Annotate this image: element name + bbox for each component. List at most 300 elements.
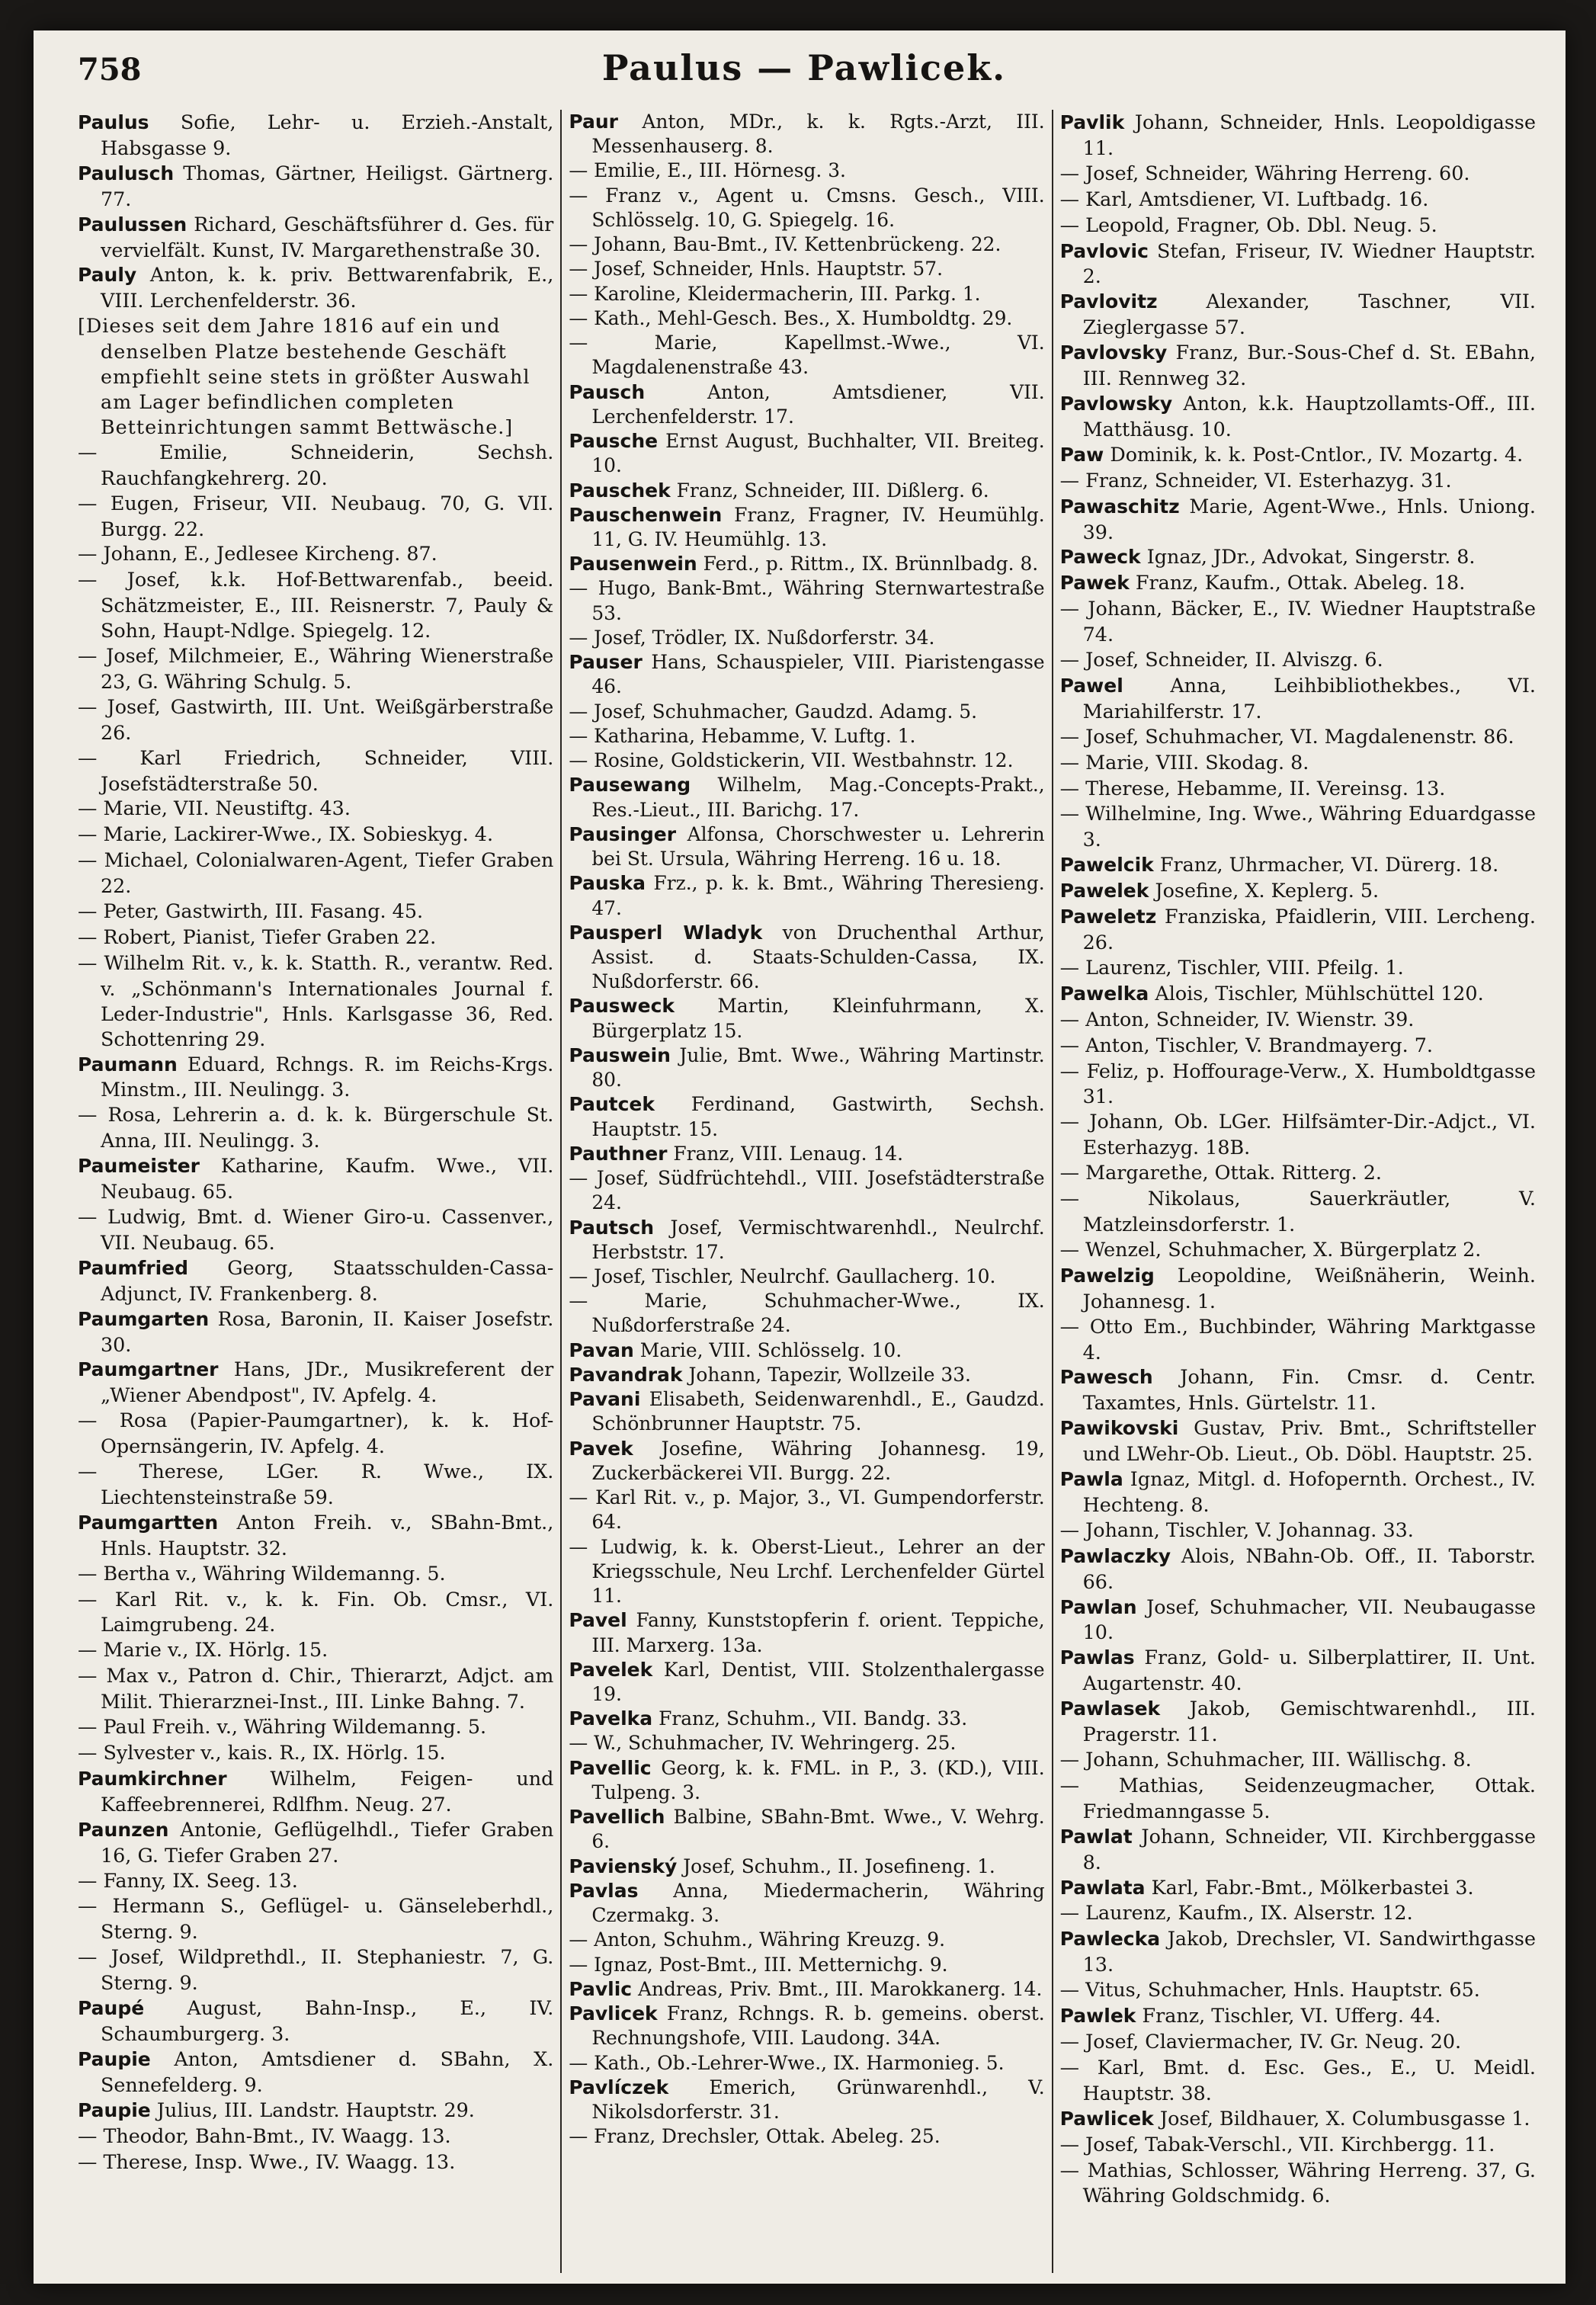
entry-details: Josef, Schuhmacher, VII. Neubaugasse 10. (1082, 1595, 1536, 1644)
entry-details: — Hermann S., Geflügel- u. Gänseleberhdl., Sterng. 9. (78, 1894, 554, 1944)
column-right (1052, 110, 1543, 2273)
directory-entry (569, 1363, 1044, 1387)
entry-surname: Paweletz (1059, 906, 1157, 928)
directory-entry (1060, 468, 1536, 494)
directory-entry (78, 491, 553, 542)
directory-entry (569, 576, 1044, 625)
entry-details: — Wilhelmine, Ing. Wwe., Währing Eduardgasse 3. (1059, 802, 1536, 851)
entry-details: — Josef, Schneider, Hnls. Hauptstr. 57. (569, 258, 943, 281)
entry-details: Alois, Tischler, Mühlschüttel 120. (1149, 981, 1484, 1005)
entry-details: Fanny, Kunststopferin f. orient. Teppiche, III. Marxerg. 13a. (591, 1609, 1045, 1656)
entry-details: — Johann, E., Jedlesee Kircheng. 87. (78, 542, 437, 566)
entry-surname: Pavani (569, 1388, 641, 1411)
entry-details: Johann, Schneider, Hnls. Leopoldigasse 11. (1082, 111, 1536, 159)
entry-surname: Pavelka (569, 1707, 653, 1730)
directory-entry (78, 1459, 553, 1510)
entry-surname: Pautcek (569, 1093, 655, 1116)
entry-surname: Paupie (78, 2098, 151, 2121)
entry-details: Frz., p. k. k. Bmt., Währing Theresieng. 47. (591, 872, 1045, 919)
entry-surname: Paumeister (78, 1155, 200, 1178)
directory-entry (78, 212, 553, 263)
entry-details: Anna, Miedermacherin, Währing Czermakg. 3. (591, 1879, 1045, 1927)
entry-details: — Johann, Schuhmacher, III. Wällischg. 8. (1059, 1748, 1472, 1771)
entry-details: Eduard, Rchngs. R. im Reichs-Krgs. Minstm., III. Neulingg. 3. (101, 1052, 554, 1101)
entry-surname: Pawlek (1059, 2005, 1136, 2028)
entry-details: Anton Freih. v., SBahn-Bmt., Hnls. Hauptstr. 32. (101, 1510, 554, 1560)
directory-entry (569, 1338, 1044, 1363)
directory-entry (569, 1265, 1044, 1289)
directory-entry (569, 700, 1044, 724)
directory-entry (1060, 2106, 1536, 2132)
entry-surname: Pavelek (569, 1658, 653, 1681)
entry-surname: Pawlata (1059, 1876, 1146, 1899)
directory-entry (78, 262, 553, 313)
entry-details: [Dieses seit dem Jahre 1816 auf ein und denselben Platze bestehende Geschäft empfiehlt seine stets in größter Auswahl am Lager befindlichen completen Betteinrichtungen sammt Bettwäsche.] (78, 314, 530, 438)
directory-entry (569, 650, 1044, 699)
entry-surname: Pauschek (569, 479, 671, 502)
directory-entry (569, 306, 1044, 331)
entry-details: Josef, Schuhm., II. Josefineng. 1. (677, 1855, 995, 1877)
directory-entry (569, 921, 1044, 995)
entry-details: — Therese, LGer. R. Wwe., IX. Liechtensteinstraße 59. (78, 1460, 554, 1508)
entry-details: Marie, VIII. Schlösselg. 10. (633, 1338, 902, 1361)
directory-entry (1060, 981, 1536, 1007)
entry-details: — Ludwig, k. k. Oberst-Lieut., Lehrer an der Kriegsschule, Neu Lrchf. Lerchenfelder Gürtel 11. (569, 1535, 1045, 1608)
directory-entry (1060, 213, 1536, 239)
directory-entry (569, 871, 1044, 920)
entry-details: — Karl, Bmt. d. Esc. Ges., E., U. Meidl. Hauptstr. 38. (1059, 2055, 1536, 2105)
entry-details: August, Bahn-Insp., E., IV. Schaumburgerg. 3. (101, 1996, 554, 2045)
directory-entry (78, 313, 553, 440)
entry-details: Ferdinand, Gastwirth, Sechsh. Hauptstr. 15. (591, 1093, 1045, 1140)
entry-details: — Therese, Insp. Wwe., IV. Waagg. 13. (78, 2150, 456, 2173)
entry-details: Anton, MDr., k. k. Rgts.-Arzt, III. Messenhauserg. 8. (591, 111, 1045, 158)
entry-surname: Pavlíczek (569, 2076, 669, 2098)
directory-entry (569, 1289, 1044, 1338)
entry-surname: Pavienský (569, 1855, 678, 1877)
entry-details: — Franz, Drechsler, Ottak. Abeleg. 25. (569, 2125, 941, 2148)
directory-entry (569, 822, 1044, 871)
entry-surname: Pauska (569, 872, 646, 895)
entry-details: — Josef, Schneider, Währing Herreng. 60. (1059, 161, 1470, 184)
entry-surname: Pausperl Wladyk (569, 921, 763, 944)
directory-entry (569, 749, 1044, 773)
entry-details: Anton, k.k. Hauptzollamts-Off., III. Matthäusg. 10. (1082, 391, 1536, 441)
entry-surname: Paur (569, 111, 618, 133)
directory-entry (78, 1561, 553, 1587)
entry-details: Julie, Bmt. Wwe., Währing Martinstr. 80. (591, 1044, 1045, 1092)
directory-entry (1060, 494, 1536, 545)
entry-surname: Pavlik (1059, 111, 1125, 133)
entry-details: Leopoldine, Weißnäherin, Weinh. Johannesg. 1. (1082, 1263, 1536, 1313)
entry-details: Sofie, Lehr- u. Erzieh.-Anstalt, Habsgasse 9. (101, 111, 554, 159)
entry-details: Karl, Dentist, VIII. Stolzenthalergasse 19. (591, 1658, 1045, 1705)
entry-details: — Josef, Schneider, II. Alviszg. 6. (1059, 648, 1383, 672)
directory-entry (1060, 750, 1536, 776)
entry-details: Thomas, Gärtner, Heiligst. Gärtnerg. 77. (101, 161, 554, 210)
entry-details: Franziska, Pfaidlerin, VIII. Lercheng. 26. (1082, 905, 1536, 954)
entry-details: — Josef, Trödler, IX. Nußdorferstr. 34. (569, 626, 935, 649)
entry-details: Hans, JDr., Musikreferent der „Wiener Abendpost", IV. Apfelg. 4. (101, 1358, 554, 1407)
directory-entry (569, 994, 1044, 1043)
directory-entry (1060, 1263, 1536, 1314)
entry-surname: Pauthner (569, 1142, 668, 1165)
directory-entry (78, 1052, 553, 1103)
directory-entry (1060, 1875, 1536, 1901)
entry-surname: Pavlovitz (1059, 290, 1158, 313)
directory-entry (1060, 1544, 1536, 1595)
directory-entry (1060, 1696, 1536, 1747)
entry-details: — Nikolaus, Sauerkräutler, V. Matzleinsdorferstr. 1. (1059, 1187, 1536, 1236)
entry-surname: Pauswein (569, 1044, 671, 1066)
directory-page (34, 30, 1566, 2284)
directory-entry (569, 2076, 1044, 2124)
directory-entry (569, 1535, 1044, 1609)
entry-surname: Paulussen (78, 213, 187, 236)
directory-entry (78, 1740, 553, 1766)
directory-entry (569, 429, 1044, 478)
entry-details: Franz, Kaufm., Ottak. Abeleg. 18. (1129, 571, 1466, 595)
entry-surname: Pavandrak (569, 1363, 683, 1386)
entry-surname: Pavlowsky (1059, 392, 1173, 415)
directory-entry (78, 161, 553, 212)
directory-entry (1060, 647, 1536, 673)
directory-entry (78, 1306, 553, 1358)
entry-details: — Rosine, Goldstickerin, VII. Westbahnstr. 12. (569, 749, 1014, 772)
directory-entry (78, 1868, 553, 1894)
directory-entry (78, 541, 553, 567)
entry-details: Johann, Tapezir, Wollzeile 33. (682, 1363, 971, 1386)
directory-entry (569, 2002, 1044, 2050)
directory-entry (569, 1142, 1044, 1166)
directory-entry (78, 2098, 553, 2124)
entry-surname: Pawlas (1059, 1646, 1135, 1669)
entry-details: Franz, Bur.-Sous-Chef d. St. EBahn, III. Rennweg 32. (1082, 341, 1536, 390)
entry-details: Rosa, Baronin, II. Kaiser Josefstr. 30. (101, 1306, 554, 1356)
entry-details: Katharine, Kaufm. Wwe., VII. Neubaug. 65. (101, 1154, 554, 1204)
entry-surname: Pavlovic (1059, 239, 1149, 262)
directory-entry (1060, 955, 1536, 981)
entry-surname: Pavek (569, 1437, 633, 1460)
entry-surname: Pautsch (569, 1216, 655, 1239)
directory-entry (1060, 801, 1536, 852)
directory-entry (1060, 596, 1536, 647)
entry-details: — Johann, Bäcker, E., IV. Wiedner Hauptstraße 74. (1059, 597, 1536, 646)
directory-entry (1060, 570, 1536, 596)
entry-details: — Laurenz, Tischler, VIII. Pfeilg. 1. (1059, 955, 1404, 979)
directory-entry (78, 1996, 553, 2047)
directory-entry (78, 899, 553, 925)
directory-entry (1060, 110, 1536, 161)
directory-entry (78, 1817, 553, 1868)
directory-entry (569, 1879, 1044, 1928)
entry-details: Alois, NBahn-Ob. Off., II. Taborstr. 66. (1082, 1544, 1536, 1593)
directory-entry (569, 773, 1044, 822)
entry-details: — Josef, Tabak-Verschl., VII. Kirchbergg. 11. (1059, 2132, 1495, 2156)
entry-details: — Marie v., IX. Hörlg. 15. (78, 1638, 328, 1662)
entry-details: — Josef, Tischler, Neulrchf. Gaullacherg. 10. (569, 1265, 996, 1288)
entry-surname: Pawelek (1059, 880, 1149, 902)
entry-details: Martin, Kleinfuhrmann, X. Bürgerplatz 15. (591, 995, 1045, 1042)
entry-surname: Pavlovsky (1059, 341, 1168, 364)
entry-details: — Theodor, Bahn-Bmt., IV. Waagg. 13. (78, 2124, 451, 2147)
entry-details: — Rosa (Papier-Paumgartner), k. k. Hof-Opernsängerin, IV. Apfelg. 4. (78, 1409, 554, 1458)
entry-details: Marie, Agent-Wwe., Hnls. Uniong. 39. (1082, 494, 1536, 543)
entry-surname: Pawesch (1059, 1366, 1153, 1389)
entry-details: Franz, Tischler, VI. Ufferg. 44. (1136, 2004, 1441, 2028)
directory-entry (1060, 904, 1536, 955)
directory-entry (569, 1756, 1044, 1805)
entry-details: — Laurenz, Kaufm., IX. Alserstr. 12. (1059, 1901, 1413, 1925)
directory-entry (1060, 442, 1536, 468)
entry-details: — Karl Rit. v., p. Major, 3., VI. Gumpendorferstr. 64. (569, 1486, 1045, 1534)
directory-entry (1060, 2158, 1536, 2209)
entry-details: — Marie, VII. Neustiftg. 43. (78, 797, 351, 820)
entry-details: — Margarethe, Ottak. Ritterg. 2. (1059, 1161, 1382, 1185)
directory-entry (1060, 391, 1536, 442)
directory-entry (1060, 673, 1536, 724)
entry-surname: Pawlat (1059, 1825, 1133, 1848)
directory-entry (78, 110, 553, 161)
directory-entry (1060, 2055, 1536, 2106)
directory-entry (569, 1928, 1044, 1952)
page-header (78, 47, 1530, 99)
directory-entry (1060, 289, 1536, 340)
entry-surname: Pawikovski (1059, 1417, 1179, 1440)
entry-details: Johann, Fin. Cmsr. d. Centr. Taxamtes, Hnls. Gürtelstr. 11. (1082, 1365, 1536, 1415)
entry-details: — Josef, Wildprethdl., II. Stephaniestr. 7, G. Sterng. 9. (78, 1945, 554, 1995)
directory-entry (569, 2124, 1044, 2149)
entry-surname: Pawel (1059, 674, 1123, 697)
directory-entry (1060, 724, 1536, 750)
directory-entry (78, 2047, 553, 2098)
entry-details: — Josef, k.k. Hof-Bettwarenfab., beeid. Schätzmeister, E., III. Reisnerstr. 7, Pauly & Sohn, Haupt-Ndlge. Spiegelg. 12. (78, 568, 554, 643)
entry-surname: Paweck (1059, 546, 1141, 569)
directory-entry (569, 1486, 1044, 1534)
directory-entry (569, 1387, 1044, 1436)
entry-details: Josefine, Währing Johannesg. 19, Zuckerbäckerei VII. Burgg. 22. (591, 1437, 1045, 1484)
directory-entry (569, 1707, 1044, 1731)
directory-entry (569, 1437, 1044, 1486)
directory-entry (1060, 1926, 1536, 1977)
directory-entry (569, 1044, 1044, 1092)
directory-entry (1060, 2029, 1536, 2055)
entry-details: — Ludwig, Bmt. d. Wiener Giro-u. Cassenver., VII. Neubaug. 65. (78, 1204, 554, 1254)
directory-entry (1060, 1467, 1536, 1518)
directory-entry (569, 1092, 1044, 1141)
directory-entry (1060, 340, 1536, 391)
entry-surname: Paupé (78, 1997, 145, 2020)
directory-entry (1060, 1747, 1536, 1773)
entry-surname: Pausinger (569, 822, 677, 845)
directory-entry (569, 331, 1044, 380)
directory-entry (569, 1608, 1044, 1657)
directory-entry (569, 282, 1044, 306)
directory-entry (1060, 1314, 1536, 1365)
entry-details: — Therese, Hebamme, II. Vereinsg. 13. (1059, 776, 1446, 800)
directory-entry (569, 159, 1044, 183)
directory-entry (78, 2150, 553, 2175)
entry-details: Anton, k. k. priv. Bettwarenfabrik, E., VIII. Lerchenfelderstr. 36. (101, 263, 554, 313)
entry-surname: Pavlicek (569, 2002, 658, 2025)
entry-details: Gustav, Priv. Bmt., Schriftsteller und LWehr-Ob. Lieut., Ob. Döbl. Hauptstr. 25. (1082, 1416, 1536, 1466)
directory-entry (1060, 1415, 1536, 1467)
entry-details: Anna, Leihbibliothekbes., VI. Mariahilferstr. 17. (1082, 673, 1536, 723)
entry-surname: Paupie (78, 2047, 151, 2070)
directory-entry (569, 380, 1044, 429)
directory-entry (569, 1731, 1044, 1755)
entry-surname: Paumgartten (78, 1511, 219, 1534)
entry-details: Julius, III. Landstr. Hauptstr. 29. (150, 2098, 475, 2121)
entry-details: Anton, Amtsdiener d. SBahn, X. Sennefelderg. 9. (101, 2047, 554, 2096)
entry-details: — Franz, Schneider, VI. Esterhazyg. 31. (1059, 468, 1452, 492)
entry-surname: Paulusch (78, 162, 175, 184)
entry-details: Hans, Schauspieler, VIII. Piaristengasse 46. (591, 651, 1045, 698)
entry-details: — Ignaz, Post-Bmt., III. Metternichg. 9. (569, 1953, 948, 1976)
entry-details: Wilhelm, Mag.-Concepts-Prakt., Res.-Lieut., III. Barichg. 17. (591, 774, 1045, 821)
entry-surname: Paumfried (78, 1256, 188, 1279)
entry-details: Richard, Geschäftsführer d. Ges. für vervielfält. Kunst, IV. Margarethenstraße 30. (101, 212, 554, 261)
entry-surname: Pavlic (569, 1977, 633, 2000)
entry-details: Franz, Fragner, IV. Heumühlg. 11, G. IV. Heumühlg. 13. (591, 503, 1045, 550)
directory-entry (78, 1587, 553, 1638)
entry-surname: Pausweck (569, 995, 675, 1018)
entry-surname: Pavellic (569, 1756, 652, 1779)
entry-surname: Pausche (569, 430, 659, 453)
directory-entry (569, 552, 1044, 576)
entry-details: — Wilhelm Rit. v., k. k. Statth. R., verantw. Red. v. „Schönmann's Internationales Journal f. Leder-Industrie", Hnls. Karlsgasse 36, Red. Schottenring 29. (78, 951, 554, 1050)
entry-details: Balbine, SBahn-Bmt. Wwe., V. Wehrg. 6. (591, 1806, 1045, 1853)
directory-entry (1060, 852, 1536, 878)
entry-surname: Pauly (78, 264, 137, 287)
directory-entry (569, 1216, 1044, 1265)
directory-entry (78, 1255, 553, 1306)
entry-details: Georg, Staatsschulden-Cassa-Adjunct, IV. Frankenberg. 8. (101, 1255, 554, 1305)
entry-surname: Pawlecka (1059, 1928, 1161, 1951)
directory-entry (78, 925, 553, 951)
directory-entry (1060, 1518, 1536, 1544)
entry-details: — Sylvester v., kais. R., IX. Hörlg. 15. (78, 1741, 446, 1764)
entry-details: — Kath., Ob.-Lehrer-Wwe., IX. Harmonieg. 5. (569, 2051, 1005, 2074)
directory-entry (1060, 1109, 1536, 1160)
entry-surname: Paw (1059, 443, 1104, 466)
entry-details: — Feliz, p. Hoffourage-Verw., X. Humboldtgasse 31. (1059, 1059, 1536, 1108)
directory-entry (1060, 161, 1536, 187)
entry-surname: Pavel (569, 1609, 627, 1632)
entry-details: — Marie, Kapellmst.-Wwe., VI. Magdalenenstraße 43. (569, 332, 1045, 379)
directory-entry (569, 724, 1044, 749)
directory-entry (78, 1102, 553, 1153)
entry-details: — Robert, Pianist, Tiefer Graben 22. (78, 925, 437, 948)
entry-details: Franz, Schuhm., VII. Bandg. 33. (652, 1707, 968, 1730)
entry-surname: Pawelka (1059, 982, 1149, 1005)
directory-entry (569, 2051, 1044, 2076)
entry-surname: Pausch (569, 380, 646, 403)
directory-entry (1060, 878, 1536, 904)
entry-details: — Kath., Mehl-Gesch. Bes., X. Humboldtg. 29. (569, 306, 1013, 329)
directory-entry (569, 1166, 1044, 1215)
directory-entry (78, 694, 553, 745)
directory-entry (78, 567, 553, 643)
entry-details: Franz, Rchngs. R. b. gemeins. oberst. Rechnungshofe, VIII. Laudong. 34A. (591, 2002, 1045, 2050)
entry-details: — Josef, Gastwirth, III. Unt. Weißgärberstraße 26. (78, 694, 554, 744)
entry-surname: Pauschenwein (569, 503, 723, 526)
directory-entry (78, 1944, 553, 1996)
entry-details: Elisabeth, Seidenwarenhdl., E., Gaudzd. Schönbrunner Hauptstr. 75. (591, 1388, 1045, 1435)
directory-entry (569, 1953, 1044, 1977)
entry-details: — Leopold, Fragner, Ob. Dbl. Neug. 5. (1059, 213, 1437, 236)
entry-surname: Pawaschitz (1059, 495, 1180, 518)
entry-details: — Karl, Amtsdiener, VI. Luftbadg. 16. (1059, 187, 1429, 210)
directory-entry (1060, 239, 1536, 290)
directory-entry (78, 848, 553, 899)
entry-details: — Josef, Claviermacher, IV. Gr. Neug. 20. (1059, 2029, 1462, 2053)
entry-details: — Marie, Schuhmacher-Wwe., IX. Nußdorferstraße 24. (569, 1290, 1045, 1337)
entry-surname: Pawelcik (1059, 854, 1154, 877)
entry-details: — Marie, VIII. Skodag. 8. (1059, 750, 1309, 774)
entry-surname: Pawek (1059, 572, 1130, 595)
entry-details: Josef, Bildhauer, X. Columbusgasse 1. (1153, 2106, 1530, 2130)
entry-details: Franz, Schneider, III. Dißlerg. 6. (670, 479, 989, 502)
entry-details: Antonie, Geflügelhdl., Tiefer Graben 16, G. Tiefer Graben 27. (101, 1817, 554, 1867)
directory-entry (1060, 1059, 1536, 1110)
entry-details: — Josef, Schuhmacher, Gaudzd. Adamg. 5. (569, 700, 978, 723)
directory-entry (78, 822, 553, 848)
entry-details: Anton, Amtsdiener, VII. Lerchenfelderstr. 17. (591, 380, 1045, 428)
directory-entry (1060, 2132, 1536, 2158)
directory-entry (78, 796, 553, 822)
entry-details: — Vitus, Schuhmacher, Hnls. Hauptstr. 65. (1059, 1978, 1480, 2002)
directory-entry (569, 232, 1044, 257)
entry-details: — Johann, Bau-Bmt., IV. Kettenbrückeng. 22. (569, 233, 1002, 256)
entry-details: Georg, k. k. FML. in P., 3. (KD.), VIII. Tulpeng. 3. (591, 1756, 1045, 1803)
column-middle (560, 110, 1051, 2273)
directory-entry (78, 643, 553, 694)
directory-entry (569, 1658, 1044, 1707)
entry-details: — Mathias, Seidenzeugmacher, Ottak. Friedmanngasse 5. (1059, 1773, 1536, 1823)
entry-details: Ignaz, JDr., Advokat, Singerstr. 8. (1140, 545, 1476, 569)
entry-details: — Karoline, Kleidermacherin, III. Parkg. 1. (569, 282, 981, 305)
directory-entry (78, 1766, 553, 1817)
entry-details: — Emilie, Schneiderin, Sechsh. Rauchfangkehrerg. 20. (78, 440, 554, 489)
directory-entry (1060, 776, 1536, 802)
entry-details: Franz, VIII. Lenaug. 14. (667, 1142, 903, 1165)
entry-details: Ferd., p. Rittm., IX. Brünnlbadg. 8. (697, 553, 1039, 575)
entry-details: Jakob, Gemischtwarenhdl., III. Pragerstr. 11. (1082, 1697, 1536, 1746)
entry-surname: Paumgartner (78, 1358, 219, 1381)
entry-details: Franz, Uhrmacher, VI. Dürerg. 18. (1153, 853, 1499, 877)
directory-entry (1060, 1977, 1536, 2003)
directory-entry (1060, 1773, 1536, 1824)
entry-surname: Pavellich (569, 1806, 665, 1829)
entry-details: — Johann, Tischler, V. Johannag. 33. (1059, 1518, 1414, 1541)
entry-details: — W., Schuhmacher, IV. Wehringerg. 25. (569, 1732, 957, 1755)
directory-entry (569, 110, 1044, 159)
entry-details: — Wenzel, Schuhmacher, X. Bürgerplatz 2. (1059, 1237, 1482, 1261)
directory-entry (1060, 187, 1536, 213)
running-head: Paulus — Pawlicek. (601, 47, 1007, 88)
directory-entry (78, 440, 553, 491)
entry-details: Ignaz, Mitgl. d. Hofopernth. Orchest., IV. Hechteng. 8. (1082, 1467, 1536, 1516)
directory-entry (1060, 1186, 1536, 1237)
entry-surname: Paumgarten (78, 1307, 210, 1330)
entry-details: — Johann, Ob. LGer. Hilfsämter-Dir.-Adjct., VI. Esterhazyg. 18B. (1059, 1110, 1536, 1159)
entry-surname: Pawlicek (1059, 2107, 1154, 2130)
directory-entry (1060, 1033, 1536, 1059)
entry-details: Franz, Gold- u. Silberplattirer, II. Unt. Augartenstr. 40. (1082, 1646, 1536, 1695)
directory-entry (1060, 1645, 1536, 1696)
entry-surname: Pawlasek (1059, 1697, 1161, 1720)
